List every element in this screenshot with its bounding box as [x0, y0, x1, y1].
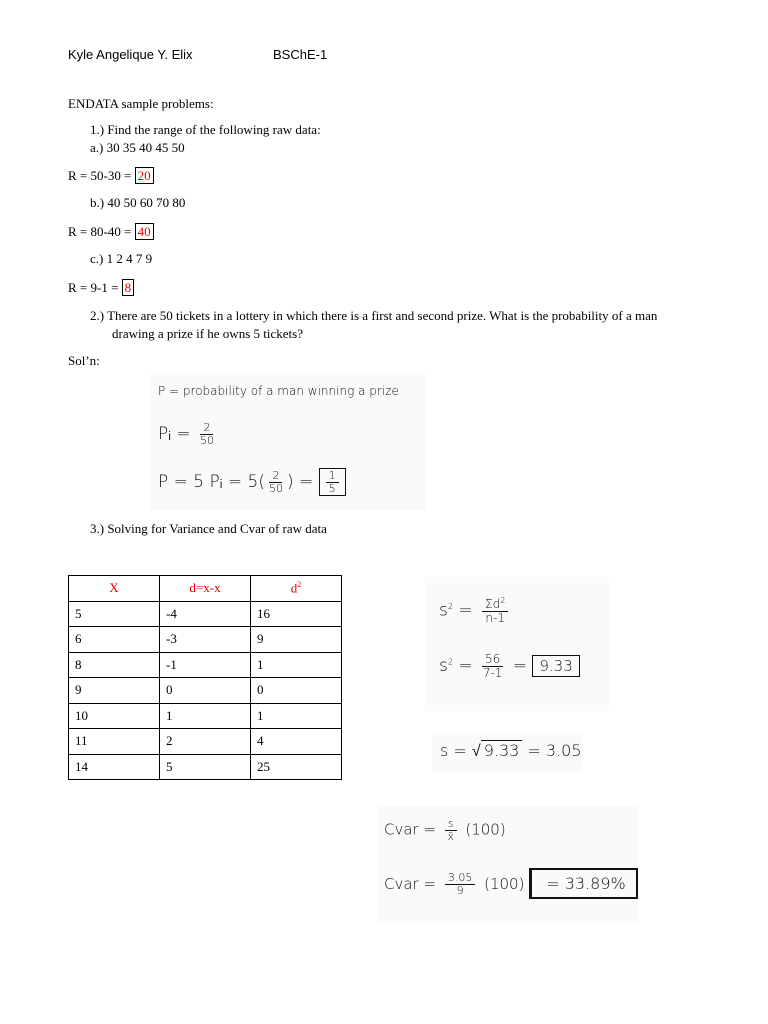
hw-pi-numerator: 2 [200, 422, 213, 435]
table-cell-x: 5 [69, 601, 160, 627]
hw-cvar-fraction [445, 872, 476, 896]
hw-p-answer-denominator: 5 [328, 481, 336, 495]
table-row [69, 652, 342, 678]
hw-probability-definition: P = probability of a man winning a prize [158, 384, 399, 398]
hw-variance-result-box: 9.33 [532, 655, 579, 677]
table-row [69, 754, 342, 780]
problem1a-solution [68, 167, 154, 184]
handwritten-cvar [378, 806, 638, 924]
hw-pi-equation [158, 422, 218, 446]
handwritten-std-dev [432, 733, 582, 773]
solution-label: Sol’n: [68, 353, 100, 368]
hw-cvar-calc [384, 868, 638, 899]
hw-std-dev: s = √ 9.33 = 3.05 [440, 741, 582, 760]
table-cell-d2: 25 [251, 754, 342, 780]
hw-pi-lhs: Pᵢ = [158, 424, 191, 445]
course-label: BSChE-1 [273, 47, 328, 62]
table-cell-x: 11 [69, 729, 160, 755]
table-cell-d: -4 [160, 601, 251, 627]
table-cell-d2: 1 [251, 652, 342, 678]
table-cell-x: 14 [69, 754, 160, 780]
hw-p-lhs: P = 5 Pᵢ = 5 [158, 472, 259, 493]
table-row [69, 601, 342, 627]
table-cell-x: 6 [69, 627, 160, 653]
deviation-table [68, 575, 342, 780]
table-cell-d2: 9 [251, 627, 342, 653]
table-header-row [69, 576, 342, 602]
hw-pi-denominator: 50 [199, 433, 214, 447]
table-cell-x: 9 [69, 678, 160, 704]
table-cell-d2: 16 [251, 601, 342, 627]
table-cell-d2: 1 [251, 703, 342, 729]
hw-cvar-factor: (100) [484, 875, 525, 893]
table-cell-d2: 0 [251, 678, 342, 704]
hw-variance-formula: $s^2$ = $\frac{\Sigma d^2}{n-1}$ [439, 597, 512, 624]
handwritten-solution-probability [150, 372, 426, 510]
problem1c-answer-box: 8 [122, 279, 135, 296]
hw-p-numerator: 2 [269, 470, 282, 483]
table-cell-x: 8 [69, 652, 160, 678]
table-body [69, 601, 342, 780]
hw-p-equation: P = 5 Pᵢ = 5( $\frac{2}{50}$ ) = $\frac{1}{5}$ [158, 468, 346, 496]
problem1c-calc: R = 9-1 = [68, 280, 122, 295]
table-cell-d: 2 [160, 729, 251, 755]
table-row [69, 627, 342, 653]
table-cell-d2: 4 [251, 729, 342, 755]
table-header-d2: $d^2$ [251, 576, 342, 602]
table-cell-x: 10 [69, 703, 160, 729]
table-cell-d: 1 [160, 703, 251, 729]
table-row [69, 678, 342, 704]
problem1c-solution [68, 279, 134, 296]
hw-p-answer-box [319, 468, 346, 496]
hw-std-dev-result: = 3.05 [527, 741, 582, 760]
hw-p-fraction [269, 470, 283, 494]
table-cell-d: 5 [160, 754, 251, 780]
hw-cvar-formula-numerator: s [445, 818, 457, 831]
hw-p-answer-numerator: 1 [326, 470, 339, 483]
problem2-line1: 2.) There are 50 tickets in a lottery in which there is a first and second prize. What is the probability of a man [90, 308, 658, 323]
intro-heading: ENDATA sample problems: [68, 96, 214, 111]
table-cell-d: -1 [160, 652, 251, 678]
hw-p-denominator: 50 [268, 481, 283, 495]
hw-cvar-denominator: 9 [456, 884, 464, 897]
table-row [69, 703, 342, 729]
hw-cvar-result-box: = 33.89% [529, 868, 638, 899]
hw-p-answer-fraction [326, 470, 339, 494]
hw-std-dev-radicand: 9.33 [481, 740, 523, 760]
problem1a-answer-box: 20 [135, 167, 154, 184]
handwritten-variance [425, 577, 609, 711]
student-name: Kyle Angelique Y. Elix [68, 47, 193, 62]
problem3-title: 3.) Solving for Variance and Cvar of raw data [90, 521, 327, 536]
hw-variance-formula-denominator: n-1 [485, 610, 505, 625]
problem2-line2: drawing a prize if he owns 5 tickets? [112, 326, 303, 341]
hw-variance-formula-numerator: $\Sigma d^2$ [482, 597, 508, 612]
table-header-d: d=x-x [160, 576, 251, 602]
problem1b-answer-box: 40 [135, 223, 154, 240]
table-cell-d: -3 [160, 627, 251, 653]
table-header-x: X [69, 576, 160, 602]
hw-variance-calc: $s^2$ = $\frac{56}{7-1}$ = 9.33 [439, 653, 580, 679]
table-cell-d: 0 [160, 678, 251, 704]
problem1a-calc: R = 50-30 = [68, 168, 135, 183]
problem1c-data: c.) 1 2 4 7 9 [90, 251, 153, 266]
problem1b-solution [68, 223, 154, 240]
hw-variance-denominator: 7-1 [482, 665, 503, 680]
hw-cvar-formula [384, 818, 506, 842]
hw-variance-formula-fraction [482, 597, 508, 624]
hw-cvar-formula-denominator: x̄ [447, 829, 454, 843]
hw-cvar-numerator: 3.05 [445, 872, 476, 885]
table-row [69, 729, 342, 755]
hw-pi-fraction [200, 422, 214, 446]
problem1-title: 1.) Find the range of the following raw data: [90, 122, 321, 137]
hw-variance-numerator: 56 [482, 653, 503, 667]
problem1b-data: b.) 40 50 60 70 80 [90, 195, 186, 210]
hw-cvar-formula-fraction [445, 818, 457, 842]
hw-cvar-label-2: Cvar = [384, 875, 437, 893]
problem1b-calc: R = 80-40 = [68, 224, 135, 239]
hw-variance-fraction [482, 653, 503, 679]
hw-cvar-formula-factor: (100) [465, 820, 506, 839]
hw-cvar-label: Cvar = [384, 820, 437, 839]
problem1a-data: a.) 30 35 40 45 50 [90, 140, 185, 155]
